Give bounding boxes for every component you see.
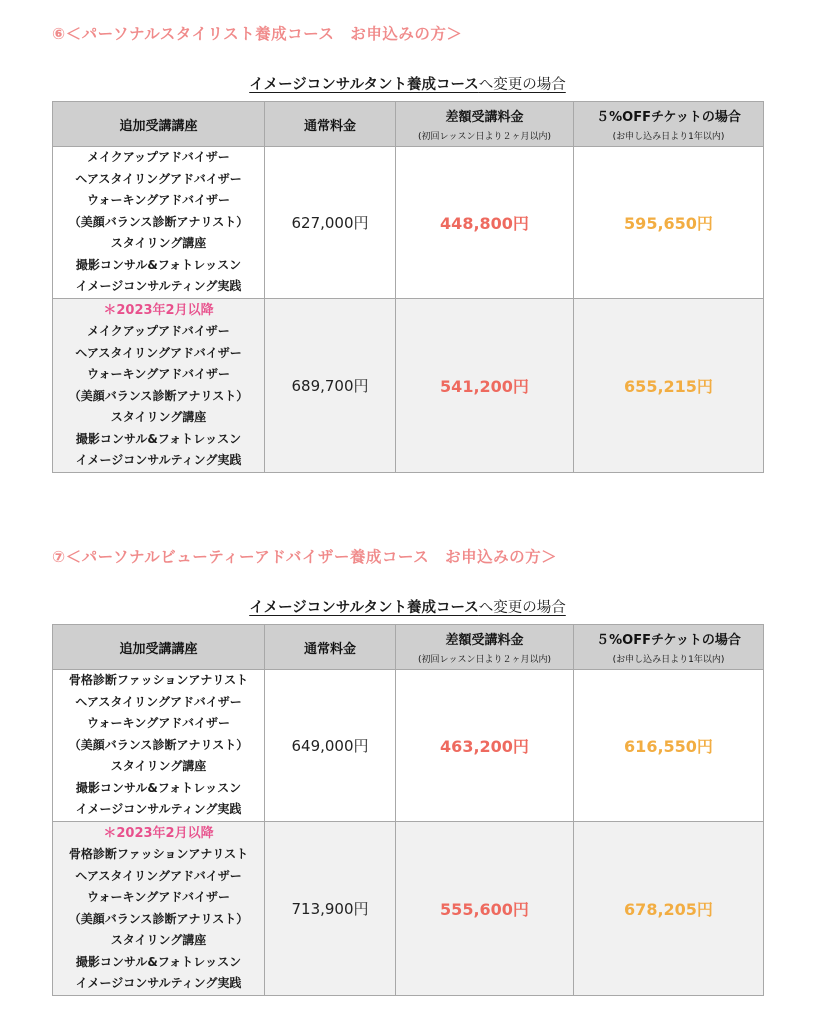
course-item: 撮影コンサル&フォトレッスン [75,954,242,969]
course-item: ヘアスタイリングアドバイザー [75,345,242,360]
header-diff-price-label: 差額受講料金 [445,110,524,125]
off-price: 595,650円 [574,147,764,299]
header-diff-price-note: (初回レッスン日より２ヶ月以内) [418,655,551,665]
course-item: スタイリング講座 [110,236,207,251]
course-item: （美顔バランス診断アナリスト） [68,214,249,229]
course-item: イメージコンサルティング実践 [75,279,242,294]
course-item: ヘアスタイリングアドバイザー [75,694,242,709]
table-row [53,299,764,473]
section-heading: ⑥＜パーソナルスタイリスト養成コース お申込みの方＞ [52,25,463,43]
course-item: （美顔バランス診断アナリスト） [68,911,249,926]
course-item: （美顔バランス診断アナリスト） [68,388,249,403]
date-note: ＊2023年2月以降 [103,302,214,318]
course-item: メイクアップアドバイザー [87,324,230,338]
course-item: イメージコンサルティング実践 [75,453,242,467]
table-title [52,596,763,617]
course-item: スタイリング講座 [110,759,207,774]
header-off-price-label: ５%OFFチケットの場合 [596,633,741,648]
course-item: イメージコンサルティング実践 [75,976,242,990]
header-normal-price: 通常料金 [265,625,396,670]
course-item: ウォーキングアドバイザー [87,193,230,208]
diff-price: 555,600円 [396,822,574,996]
off-price: 678,205円 [574,822,764,996]
course-item: イメージコンサルティング実践 [75,802,242,817]
table-title-suffix: へ変更の場合 [478,77,566,93]
diff-price: 541,200円 [396,299,574,473]
header-additional-courses: 追加受講講座 [53,102,265,147]
normal-price: 689,700円 [265,299,396,473]
table-title-suffix: へ変更の場合 [478,600,566,616]
course-item: ウォーキングアドバイザー [87,716,230,731]
off-price: 616,550円 [574,670,764,822]
header-off-price-note: (お申し込み日より1年以内) [612,132,725,142]
course-item: ウォーキングアドバイザー [87,367,230,381]
course-item: 骨格診断ファッションアナリスト [68,847,249,861]
course-item: 撮影コンサル&フォトレッスン [75,780,242,795]
course-item: 撮影コンサル&フォトレッスン [75,431,242,446]
header-additional-courses: 追加受講講座 [53,625,265,670]
date-note: ＊2023年2月以降 [103,825,214,841]
diff-price: 463,200円 [396,670,574,822]
course-item: ヘアスタイリングアドバイザー [75,171,242,186]
course-item: ヘアスタイリングアドバイザー [75,868,242,883]
header-diff-price-note: (初回レッスン日より２ヶ月以内) [418,132,551,142]
table-header-row [53,625,764,670]
header-normal-price: 通常料金 [265,102,396,147]
course-item: 骨格診断ファッションアナリスト [68,673,249,688]
table-title [52,73,763,94]
course-item: （美顔バランス診断アナリスト） [68,737,249,752]
course-item: スタイリング講座 [110,410,207,424]
normal-price: 649,000円 [265,670,396,822]
header-diff-price [396,102,574,147]
header-off-price-note: (お申し込み日より1年以内) [612,655,725,665]
header-off-price-label: ５%OFFチケットの場合 [596,110,741,125]
course-item: ウォーキングアドバイザー [87,890,230,904]
course-item: 撮影コンサル&フォトレッスン [75,257,242,272]
table-row [53,670,764,822]
table-row [53,822,764,996]
header-off-price [574,102,764,147]
header-diff-price [396,625,574,670]
course-list [53,299,265,473]
price-table [52,624,764,996]
normal-price: 713,900円 [265,822,396,996]
course-item: メイクアップアドバイザー [87,150,230,165]
course-list [53,822,265,996]
table-title-main: イメージコンサルタント養成コース [249,77,479,93]
price-table [52,101,764,473]
table-header-row [53,102,764,147]
diff-price: 448,800円 [396,147,574,299]
off-price: 655,215円 [574,299,764,473]
course-list [53,147,265,299]
section-heading: ⑦＜パーソナルビューティーアドバイザー養成コース お申込みの方＞ [52,548,558,566]
table-title-main: イメージコンサルタント養成コース [249,600,479,616]
table-row [53,147,764,299]
header-diff-price-label: 差額受講料金 [445,633,524,648]
normal-price: 627,000円 [265,147,396,299]
course-item: スタイリング講座 [110,933,207,947]
course-list [53,670,265,822]
header-off-price [574,625,764,670]
